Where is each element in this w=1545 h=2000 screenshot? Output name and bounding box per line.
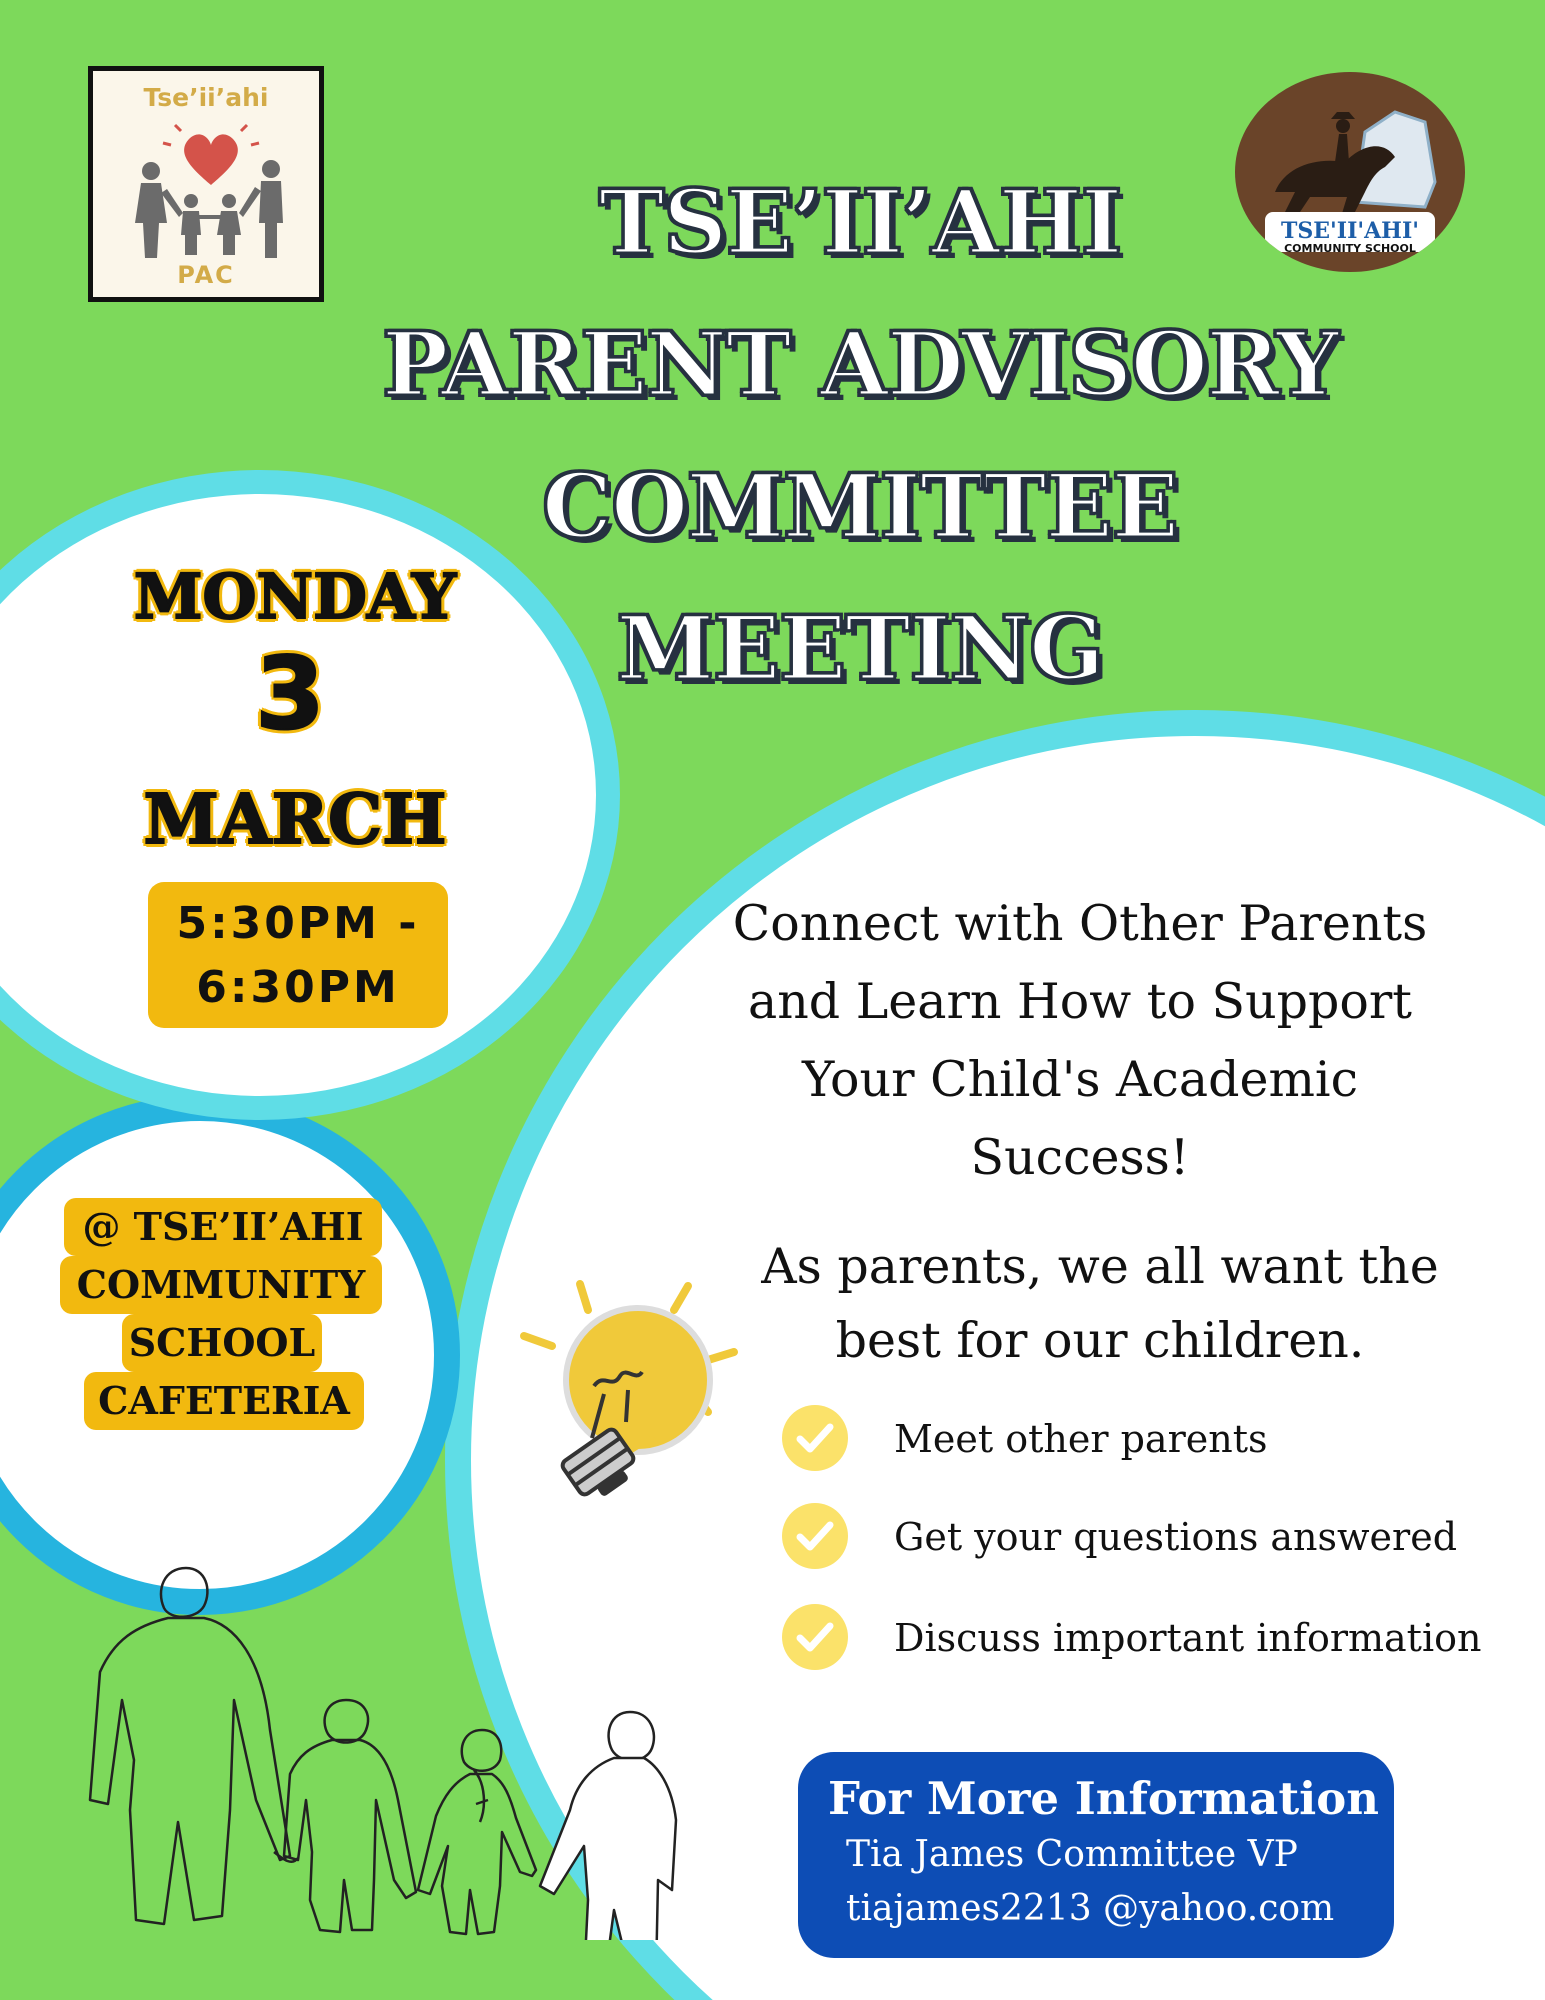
school-logo-sub: COMMUNITY SCHOOL <box>1284 242 1416 255</box>
check-icon <box>782 1503 848 1569</box>
location-line-2: COMMUNITY <box>60 1256 382 1314</box>
pac-logo-top-text: Tse’ii’ahi <box>143 83 269 112</box>
headline-line-1: Connect with Other Parents <box>732 895 1428 952</box>
family-walking-illustration <box>84 1560 724 1940</box>
location-line-3: SCHOOL <box>122 1314 322 1372</box>
meeting-time-end: 6:30PM <box>196 962 400 1013</box>
intro-line-1: As parents, we all want the <box>761 1238 1439 1295</box>
school-logo-name: TSE'II'AHI' <box>1281 218 1419 244</box>
meeting-time-badge <box>148 882 448 1028</box>
contact-title: For More Information <box>828 1772 1379 1825</box>
benefit-label: Discuss important information <box>894 1616 1482 1660</box>
title-line-2: PARENT ADVISORY <box>382 312 1338 416</box>
meeting-day: 3 <box>255 635 325 752</box>
location-badge <box>60 1198 382 1442</box>
benefit-label: Get your questions answered <box>894 1515 1458 1559</box>
headline-line-3: Your Child's Academic <box>801 1051 1359 1108</box>
title-line-4: MEETING <box>616 596 1104 700</box>
contact-name: Tia James Committee VP <box>846 1834 1298 1875</box>
intro-text <box>740 1230 1460 1378</box>
meeting-time-start: 5:30PM - <box>176 898 420 949</box>
location-line-4: CAFETERIA <box>84 1372 364 1430</box>
contact-box <box>798 1752 1394 1958</box>
meeting-weekday: MONDAY <box>133 560 457 633</box>
lightbulb-icon <box>508 1262 758 1512</box>
title-line-1: TSE’II’AHI <box>598 170 1122 274</box>
family-heart-icon <box>131 123 291 263</box>
pac-logo-bottom-text: PAC <box>177 261 235 289</box>
check-icon <box>782 1604 848 1670</box>
location-line-1: @ TSE’II’AHI <box>64 1198 382 1256</box>
benefit-label: Meet other parents <box>894 1417 1268 1461</box>
headline-line-2: and Learn How to Support <box>747 973 1412 1030</box>
check-icon <box>782 1405 848 1471</box>
contact-email[interactable]: tiajames2213 @yahoo.com <box>846 1888 1335 1929</box>
meeting-month: MARCH <box>143 780 447 860</box>
intro-line-2: best for our children. <box>835 1312 1365 1369</box>
pac-logo <box>88 66 324 302</box>
title-line-3: COMMITTEE <box>542 454 1178 558</box>
headline <box>700 885 1460 1197</box>
headline-line-4: Success! <box>970 1129 1190 1186</box>
